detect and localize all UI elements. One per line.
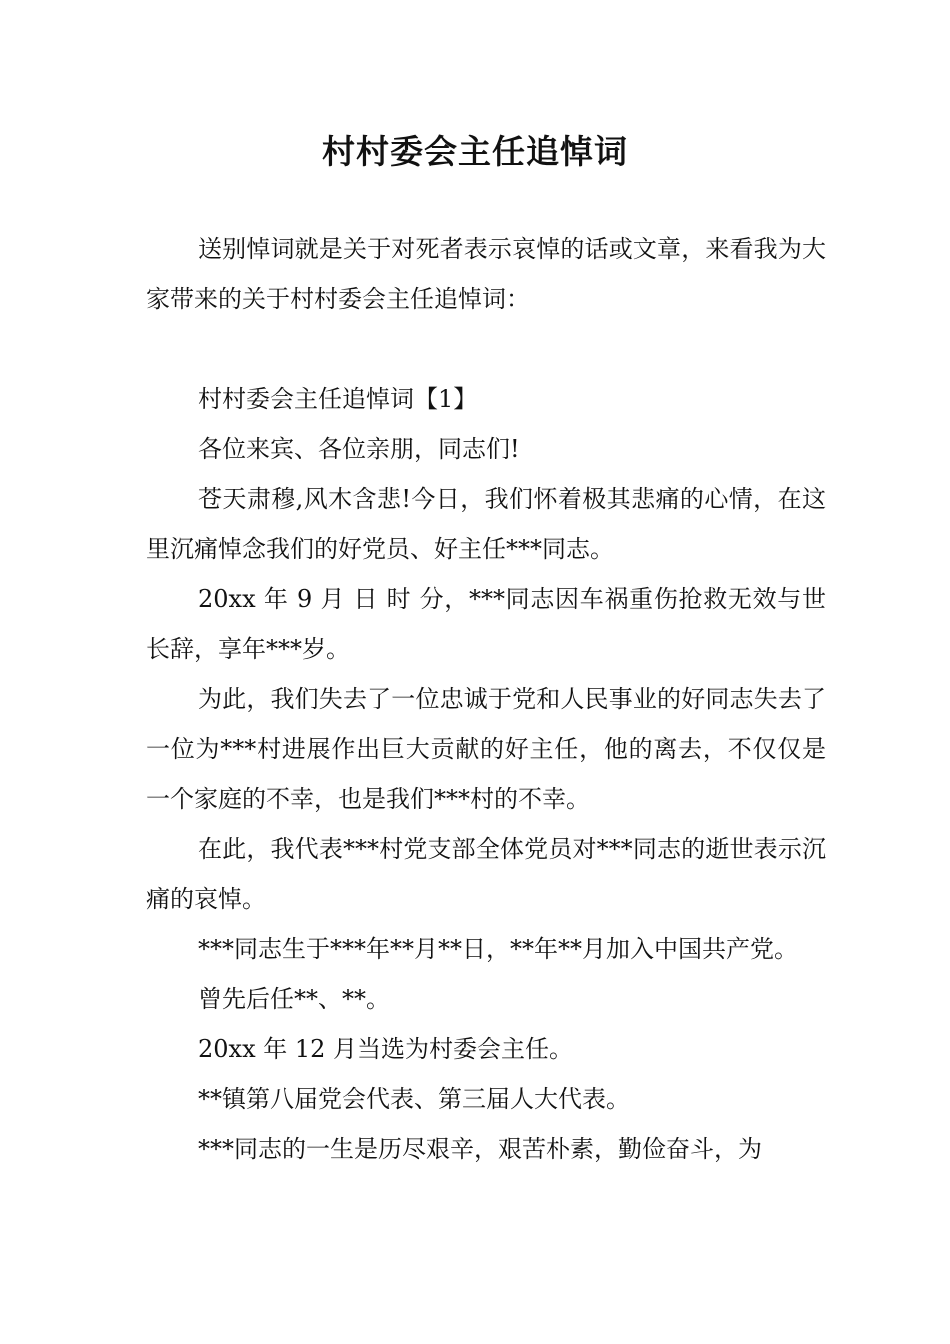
document-body: [146, 224, 826, 1174]
body-paragraph: 各位来宾、各位亲朋，同志们!: [198, 435, 520, 463]
body-paragraph: 在此，我代表***村党支部全体党员对***同志的逝世表示沉痛的哀悼。: [146, 835, 826, 913]
body-paragraph: 20xx 年 9 月 日 时 分，***同志因车祸重伤抢救无效与世长辞，享年***岁。: [146, 585, 826, 663]
body-paragraph: 为此，我们失去了一位忠诚于党和人民事业的好同志失去了一位为***村进展作出巨大贡献的好主任，他的离去，不仅仅是一个家庭的不幸，也是我们***村的不幸。: [146, 685, 826, 813]
body-paragraph: 曾先后任**、**。: [198, 985, 390, 1013]
body-paragraph: ***同志的一生是历尽艰辛，艰苦朴素，勤俭奋斗，为: [198, 1135, 762, 1163]
section-heading: 村村委会主任追悼词【1】: [198, 385, 478, 413]
document-title: 村村委会主任追悼词: [322, 132, 628, 171]
body-paragraph: ***同志生于***年**月**日，**年**月加入中国共产党。: [198, 935, 798, 963]
intro-paragraph: 送别悼词就是关于对死者表示哀悼的话或文章，来看我为大家带来的关于村村委会主任追悼词：: [146, 235, 826, 313]
body-paragraph: 苍天肃穆,风木含悲!今日，我们怀着极其悲痛的心情，在这里沉痛悼念我们的好党员、好主任***同志。: [146, 485, 826, 563]
body-paragraph: 20xx 年 12 月当选为村委会主任。: [198, 1035, 574, 1063]
body-paragraph: **镇第八届党会代表、第三届人大代表。: [198, 1085, 630, 1113]
